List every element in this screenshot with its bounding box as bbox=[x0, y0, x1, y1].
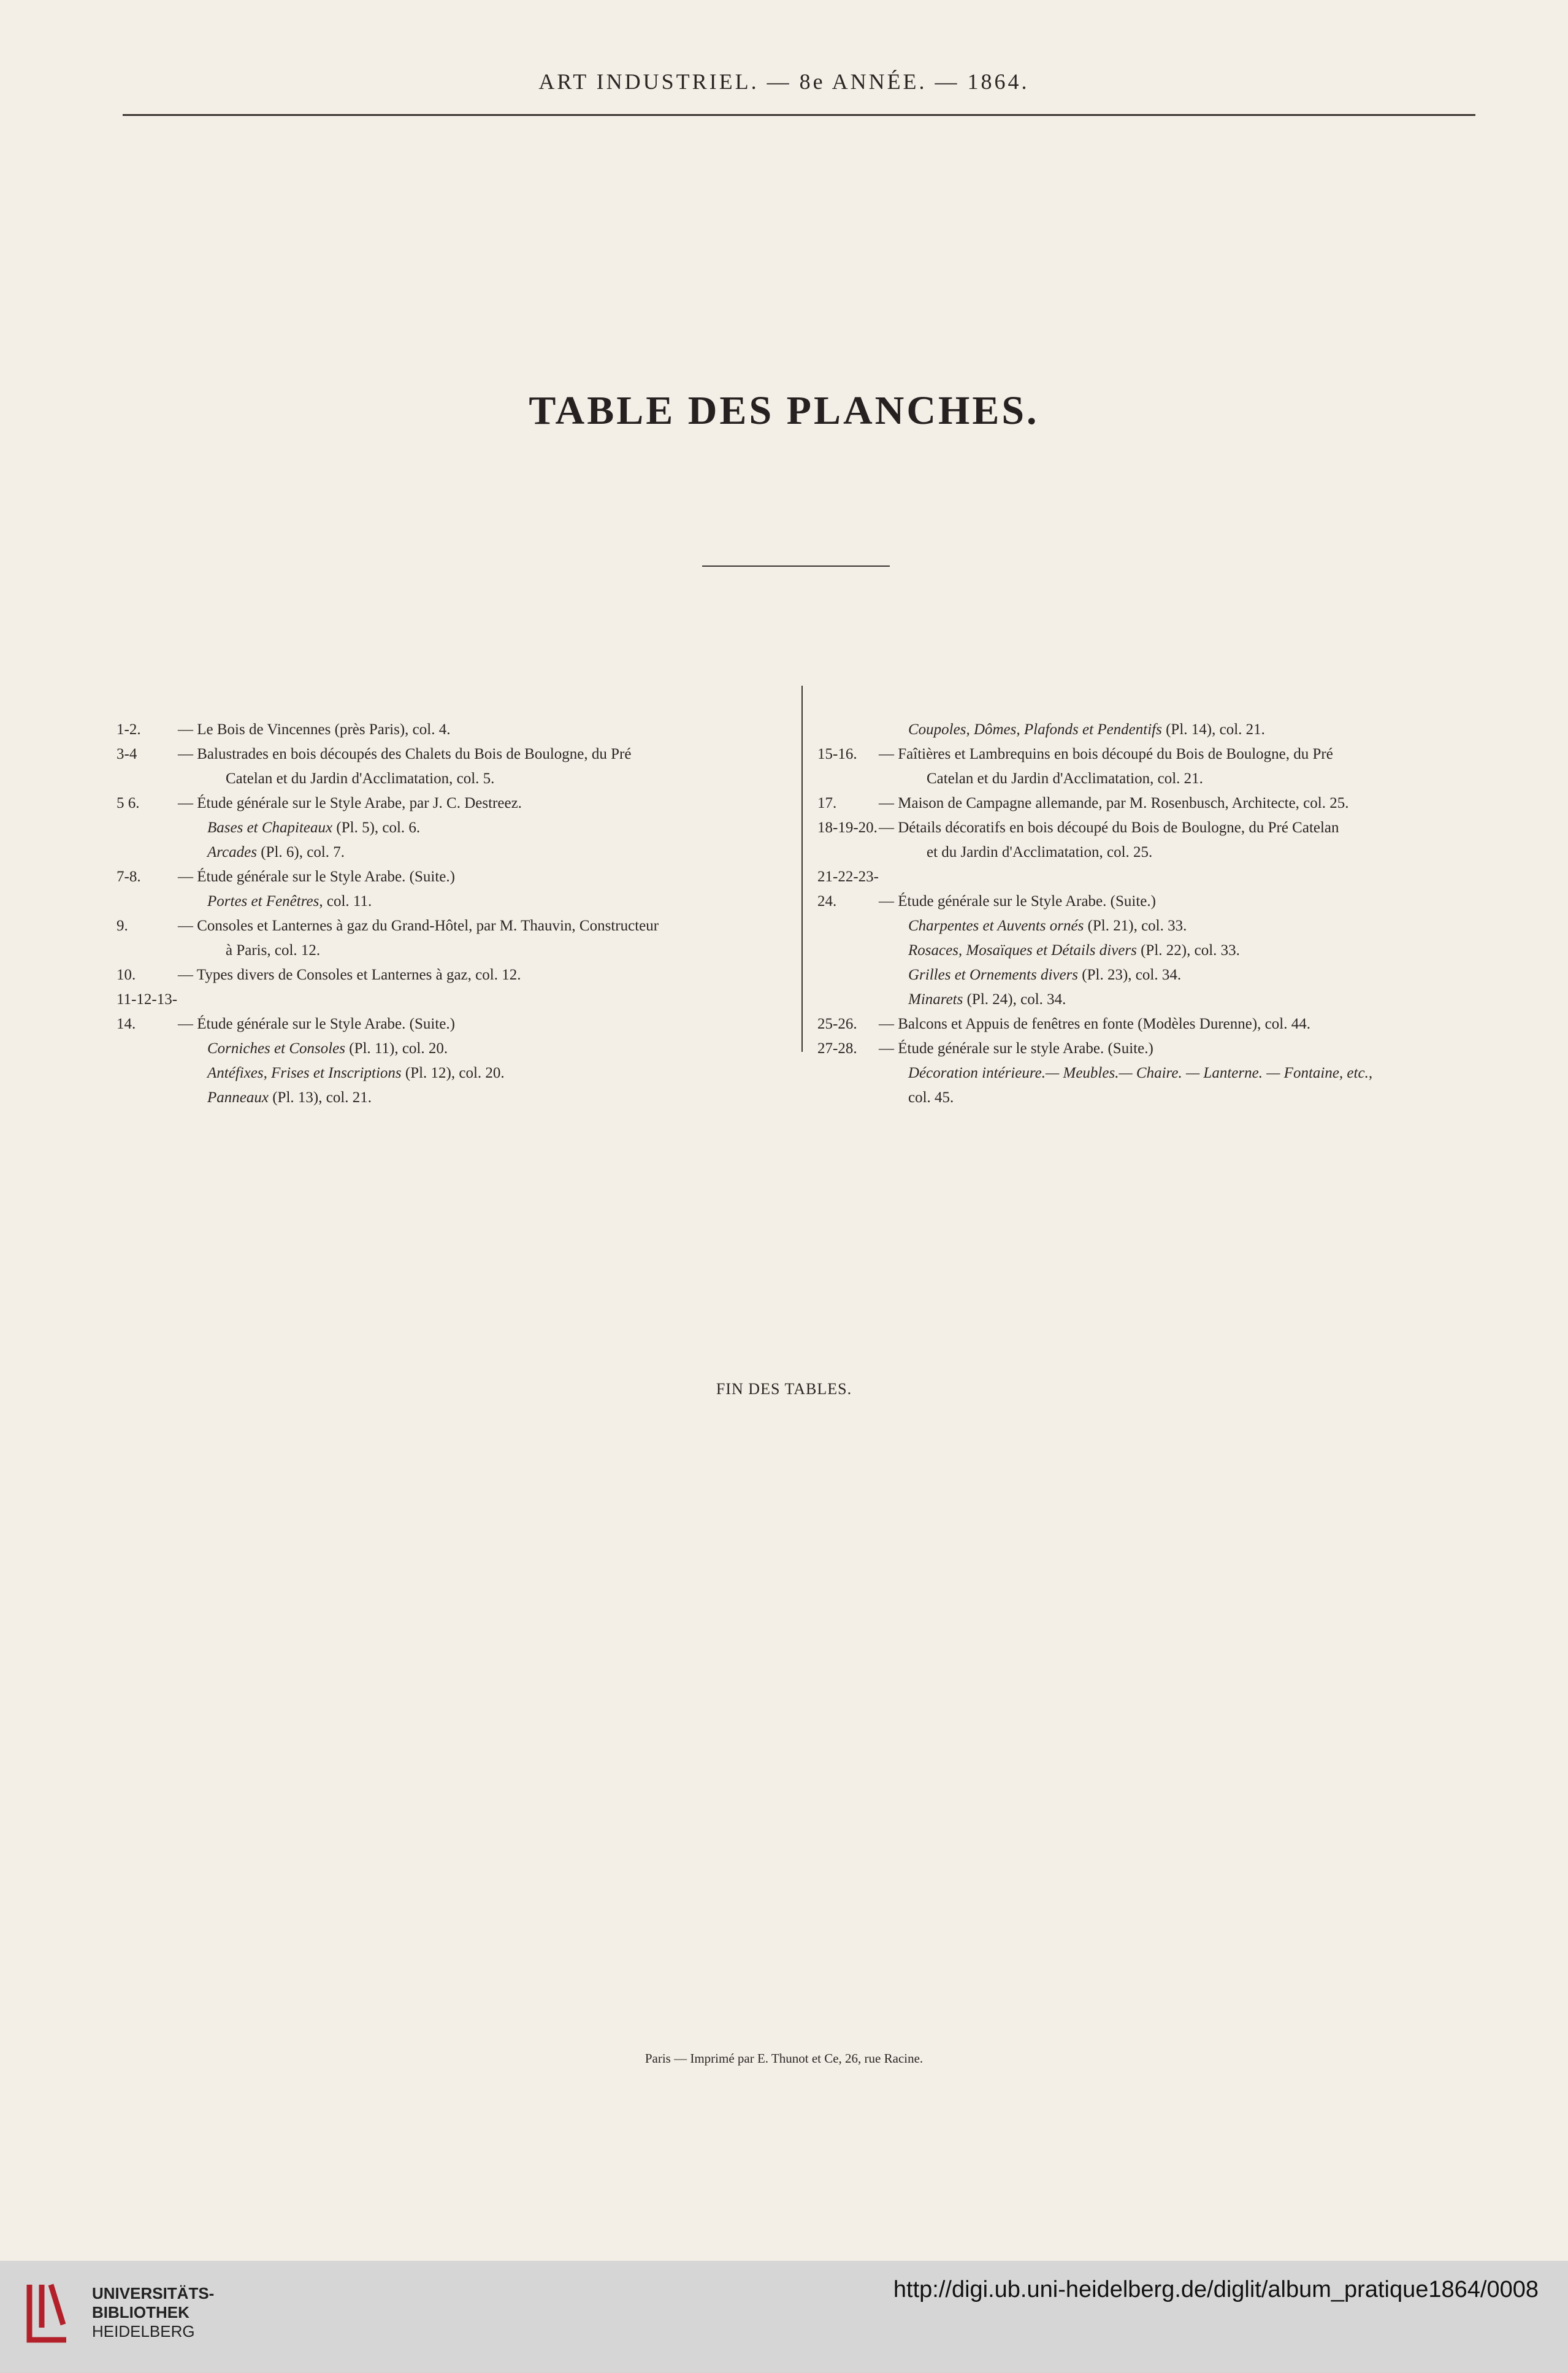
running-header: ART INDUSTRIEL. — 8e ANNÉE. — 1864. bbox=[538, 69, 1030, 94]
subject-title: Coupoles, Dômes, Plafonds et Pendentifs bbox=[908, 721, 1162, 738]
table-entry bbox=[817, 987, 1492, 1012]
subject-reference: (Pl. 5), col. 6. bbox=[332, 819, 421, 836]
table-entry bbox=[117, 742, 779, 767]
subject-reference: (Pl. 24), col. 34. bbox=[963, 991, 1066, 1008]
table-entry bbox=[817, 791, 1492, 816]
plate-number: 18-19-20. bbox=[817, 819, 878, 836]
source-url-link[interactable]: http://digi.ub.uni-heidelberg.de/diglit/album_pratique1864/0008 bbox=[893, 2277, 1539, 2302]
table-entry bbox=[817, 938, 1492, 963]
subject-reference: (Pl. 6), col. 7. bbox=[257, 844, 345, 861]
table-entry bbox=[117, 1061, 779, 1086]
plate-number: 27-28. bbox=[817, 1040, 857, 1057]
plate-description: — Balcons et Appuis de fenêtres en fonte (Modèles Durenne), col. 44. bbox=[879, 1016, 1310, 1032]
end-note: FIN DES TABLES. bbox=[716, 1380, 852, 1398]
subject-reference: , col. 11. bbox=[319, 893, 372, 910]
plate-description: — Étude générale sur le style Arabe. (Suite.) bbox=[879, 1040, 1153, 1057]
table-entry bbox=[817, 963, 1492, 987]
table-entry: à Paris, col. 12. bbox=[226, 942, 321, 959]
imprint: Paris — Imprimé par E. Thunot et Ce, 26, rue Racine. bbox=[644, 2051, 924, 2066]
title-rule bbox=[702, 565, 890, 567]
plate-number: 10. bbox=[117, 967, 136, 983]
plate-number: 9. bbox=[117, 918, 128, 934]
plate-description: — Faîtières et Lambrequins en bois découpé du Bois de Boulogne, du Pré bbox=[879, 746, 1333, 762]
table-entry bbox=[817, 914, 1492, 938]
table-entry bbox=[817, 718, 1492, 742]
subject-reference: (Pl. 14), col. 21. bbox=[1161, 721, 1265, 738]
plate-number: 15-16. bbox=[817, 746, 857, 762]
plate-description: — Étude générale sur le Style Arabe. (Suite.) bbox=[178, 868, 455, 885]
subject-title: Bases et Chapiteaux bbox=[207, 819, 333, 836]
subject-reference: (Pl. 22), col. 33. bbox=[1136, 942, 1240, 959]
page-title: TABLE DES PLANCHES. bbox=[529, 388, 1039, 433]
subject-title: Grilles et Ornements divers bbox=[908, 967, 1079, 983]
column-divider bbox=[801, 686, 803, 1052]
plate-number: 17. bbox=[817, 795, 837, 811]
plate-description: — Types divers de Consoles et Lanternes à gaz, col. 12. bbox=[178, 967, 521, 983]
table-entry bbox=[117, 963, 779, 987]
table-entry bbox=[817, 1061, 1492, 1086]
right-column bbox=[817, 718, 1492, 1110]
table-entry: et du Jardin d'Acclimatation, col. 25. bbox=[927, 844, 1153, 861]
subject-reference: (Pl. 12), col. 20. bbox=[401, 1065, 505, 1081]
plate-number: 25-26. bbox=[817, 1016, 857, 1032]
plate-description: — Détails décoratifs en bois découpé du Bois de Boulogne, du Pré Catelan bbox=[879, 819, 1339, 836]
table-entry: Catelan et du Jardin d'Acclimatation, col. 21. bbox=[927, 770, 1203, 787]
plate-number: 3-4 bbox=[117, 746, 137, 762]
subject-title: Charpentes et Auvents ornés bbox=[908, 918, 1084, 934]
subject-title: Rosaces, Mosaïques et Détails divers bbox=[908, 942, 1137, 959]
subject-reference: (Pl. 23), col. 34. bbox=[1078, 967, 1182, 983]
table-entry bbox=[117, 718, 779, 742]
table-entry bbox=[117, 1037, 779, 1061]
left-column bbox=[117, 718, 779, 1110]
plate-description: — Consoles et Lanternes à gaz du Grand-Hôtel, par M. Thauvin, Constructeur bbox=[178, 918, 659, 934]
plate-description: — Étude générale sur le Style Arabe. (Suite.) bbox=[879, 893, 1156, 910]
plate-number: 21-22-23-24. bbox=[817, 868, 879, 910]
plate-description: — Maison de Campagne allemande, par M. Rosenbusch, Architecte, col. 25. bbox=[879, 795, 1349, 811]
subject-title: Minarets bbox=[908, 991, 963, 1008]
table-entry bbox=[817, 865, 1492, 914]
plate-number: 1-2. bbox=[117, 721, 141, 738]
subject-reference: (Pl. 21), col. 33. bbox=[1084, 918, 1187, 934]
table-entry bbox=[817, 1012, 1492, 1037]
plate-number: 11-12-13-14. bbox=[117, 991, 178, 1032]
plate-description: — Balustrades en bois découpés des Chalets du Bois de Boulogne, du Pré bbox=[178, 746, 632, 762]
table-entry bbox=[117, 889, 779, 914]
subject-reference: col. 45. bbox=[908, 1089, 954, 1106]
library-name: UNIVERSITÄTS- BIBLIOTHEK HEIDELBERG bbox=[92, 2284, 215, 2340]
subject-reference: (Pl. 11), col. 20. bbox=[345, 1040, 448, 1057]
subject-title: Panneaux bbox=[207, 1089, 269, 1106]
table-entry bbox=[117, 987, 779, 1037]
table-entry bbox=[817, 1037, 1492, 1061]
table-entry bbox=[117, 816, 779, 840]
header-rule bbox=[123, 114, 1475, 116]
subject-title: Corniches et Consoles bbox=[207, 1040, 345, 1057]
subject-title: Portes et Fenêtres bbox=[207, 893, 319, 910]
subject-title: Décoration intérieure.— Meubles.— Chaire. — Lanterne. — Fontaine, etc., bbox=[908, 1065, 1373, 1081]
table-entry bbox=[117, 914, 779, 938]
table-entry bbox=[817, 742, 1492, 767]
plate-description: — Étude générale sur le Style Arabe, par J. C. Destreez. bbox=[178, 795, 522, 811]
table-entry bbox=[817, 816, 1492, 840]
table-entry bbox=[117, 791, 779, 816]
table-entry bbox=[117, 840, 779, 865]
table-entry bbox=[117, 1086, 779, 1110]
plate-number: 5 6. bbox=[117, 795, 140, 811]
plate-number: 7-8. bbox=[117, 868, 141, 885]
library-logo-icon bbox=[17, 2275, 78, 2349]
plate-description: — Étude générale sur le Style Arabe. (Suite.) bbox=[178, 1016, 455, 1032]
table-entry bbox=[817, 1086, 1492, 1110]
subject-reference: (Pl. 13), col. 21. bbox=[268, 1089, 372, 1106]
subject-title: Antéfixes, Frises et Inscriptions bbox=[207, 1065, 402, 1081]
plate-description: — Le Bois de Vincennes (près Paris), col. 4. bbox=[178, 721, 451, 738]
table-entry bbox=[117, 865, 779, 889]
subject-title: Arcades bbox=[207, 844, 257, 861]
table-entry: Catelan et du Jardin d'Acclimatation, col. 5. bbox=[226, 770, 495, 787]
